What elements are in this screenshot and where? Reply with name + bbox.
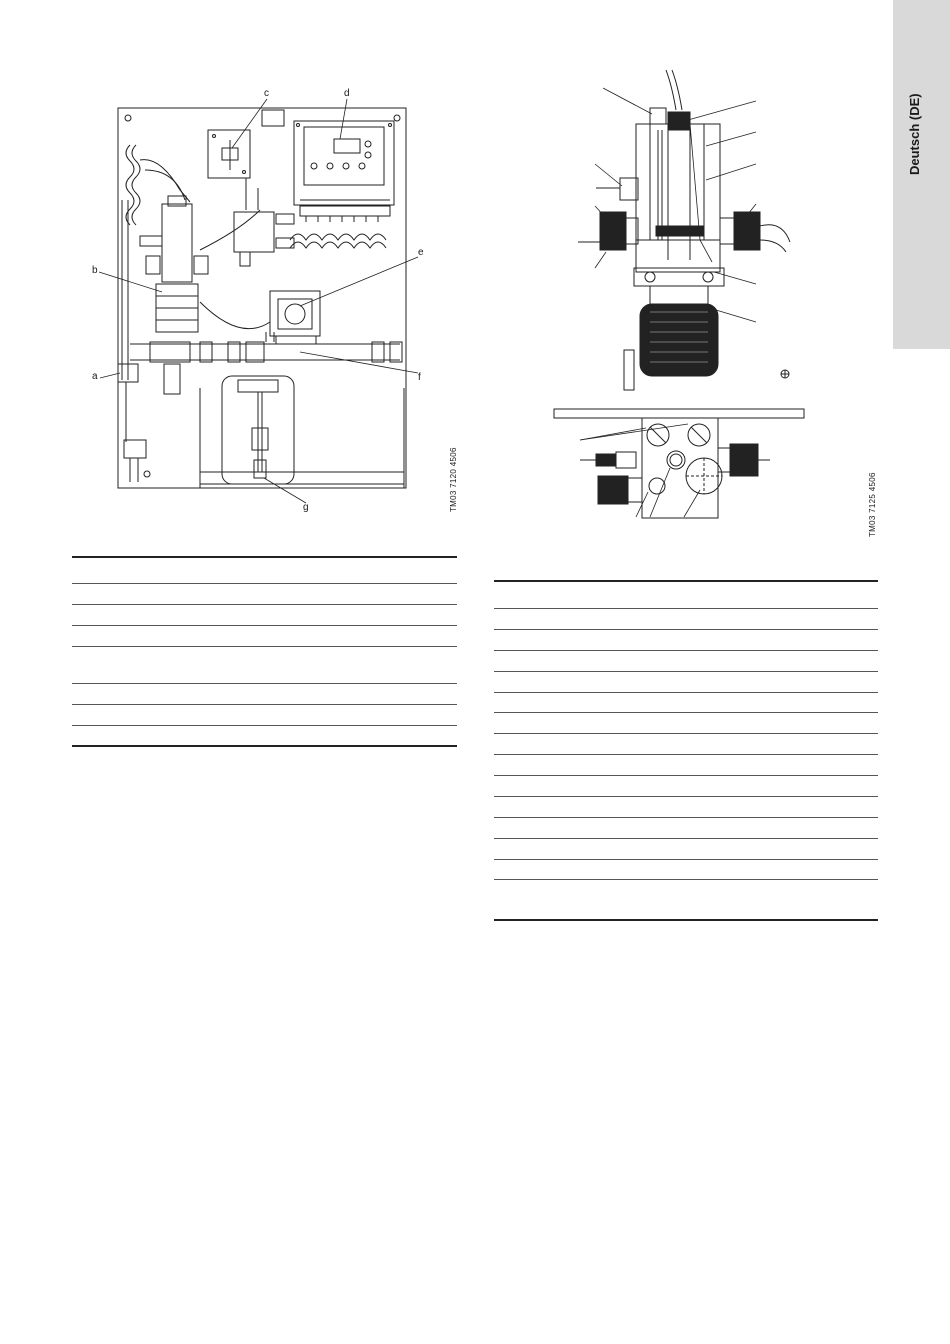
table-rule — [494, 838, 878, 839]
table-rule — [72, 556, 457, 558]
table-rule — [72, 725, 457, 726]
table-rule — [494, 754, 878, 755]
table-rule — [72, 704, 457, 705]
table-rule — [494, 608, 878, 609]
table-rule — [494, 692, 878, 693]
table-rule — [72, 604, 457, 605]
table-rule — [494, 733, 878, 734]
table-rule — [72, 583, 457, 584]
table-rule — [72, 646, 457, 647]
right-legend-table — [494, 580, 878, 922]
left-legend-table — [72, 556, 457, 748]
table-rule — [494, 629, 878, 630]
callout-e: e — [418, 247, 424, 258]
table-rule — [494, 650, 878, 651]
table-rule — [494, 859, 878, 860]
callout-b: b — [92, 265, 98, 276]
callout-f: f — [418, 372, 421, 383]
table-rule — [72, 745, 457, 747]
language-tab-label: Deutsch (DE) — [907, 93, 922, 175]
table-rule — [494, 817, 878, 818]
figure-left-code: TM03 7120 4506 — [449, 447, 458, 512]
callout-g: g — [303, 502, 309, 513]
table-rule — [72, 683, 457, 684]
callout-d: d — [344, 88, 350, 99]
figure-right-code: TM03 7125 4506 — [868, 472, 877, 537]
table-rule — [494, 919, 878, 921]
table-rule — [494, 580, 878, 582]
right-figure-sensor-drawing — [0, 0, 950, 540]
table-rule — [494, 712, 878, 713]
table-rule — [494, 796, 878, 797]
table-rule — [494, 775, 878, 776]
table-rule — [494, 879, 878, 880]
table-rule — [494, 671, 878, 672]
table-rule — [72, 625, 457, 626]
callout-a: a — [92, 371, 98, 382]
callout-c: c — [264, 88, 269, 99]
